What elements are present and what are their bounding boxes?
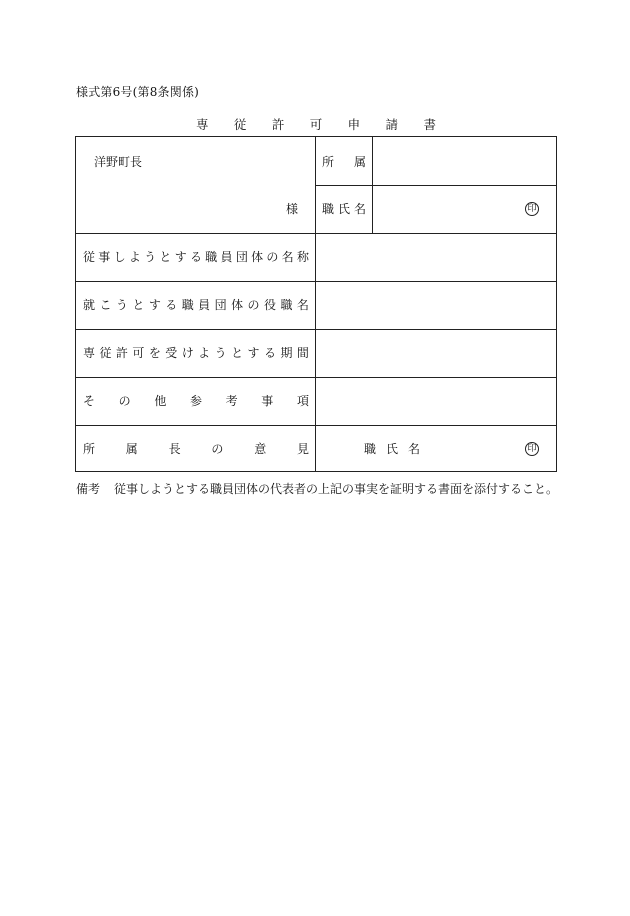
applicant-name-label: 職 氏 名: [322, 202, 366, 216]
title-char: 可: [309, 117, 323, 132]
divider: [76, 329, 557, 330]
position-label: 就 こ う と す る 職 員 団 体 の 役 職 名: [83, 298, 309, 312]
divider: [76, 425, 557, 426]
org-name-label: 従 事 し よ う と す る 職 員 団 体 の 名 称: [83, 250, 309, 264]
remark: [76, 480, 558, 497]
period-label: 専 従 許 可 を 受 け よ う と す る 期 間: [83, 346, 309, 360]
applicant-name-field[interactable]: [376, 189, 516, 229]
seal-icon: 印: [525, 202, 539, 216]
period-field[interactable]: [320, 333, 552, 373]
addressee-name: 洋野町長: [94, 155, 143, 169]
divider: [76, 377, 557, 378]
form-number-label: 様式第6号(第8条関係): [76, 85, 200, 99]
title-char: 請: [385, 117, 399, 132]
supervisor-name-label: 職 氏 名: [364, 442, 420, 456]
title-char: 書: [423, 117, 436, 132]
document-title: [196, 115, 436, 133]
divider: [315, 185, 557, 186]
supervisor-opinion-label: 所 属 長 の 意 見: [83, 442, 309, 456]
title-char: 許: [271, 117, 285, 132]
divider: [76, 281, 557, 282]
position-field[interactable]: [320, 285, 552, 325]
divider: [315, 137, 316, 472]
addressee-honorific: 様: [286, 202, 299, 216]
org-name-field[interactable]: [320, 237, 552, 277]
application-form-table: [75, 136, 557, 472]
title-char: 専: [196, 117, 209, 132]
divider: [76, 233, 557, 234]
seal-icon: 印: [525, 442, 539, 456]
affiliation-field[interactable]: [376, 141, 552, 181]
other-references-field[interactable]: [320, 381, 552, 421]
remark-heading: 備考: [76, 482, 101, 496]
affiliation-label: 所 属: [322, 155, 366, 169]
remark-text: 従事しようとする職員団体の代表者の上記の事実を証明する書面を添付すること。: [114, 482, 559, 496]
other-references-label: そ の 他 参 考 事 項: [83, 394, 309, 408]
title-char: 申: [347, 117, 361, 132]
supervisor-name-field[interactable]: [426, 429, 518, 469]
title-char: 従: [233, 117, 247, 132]
